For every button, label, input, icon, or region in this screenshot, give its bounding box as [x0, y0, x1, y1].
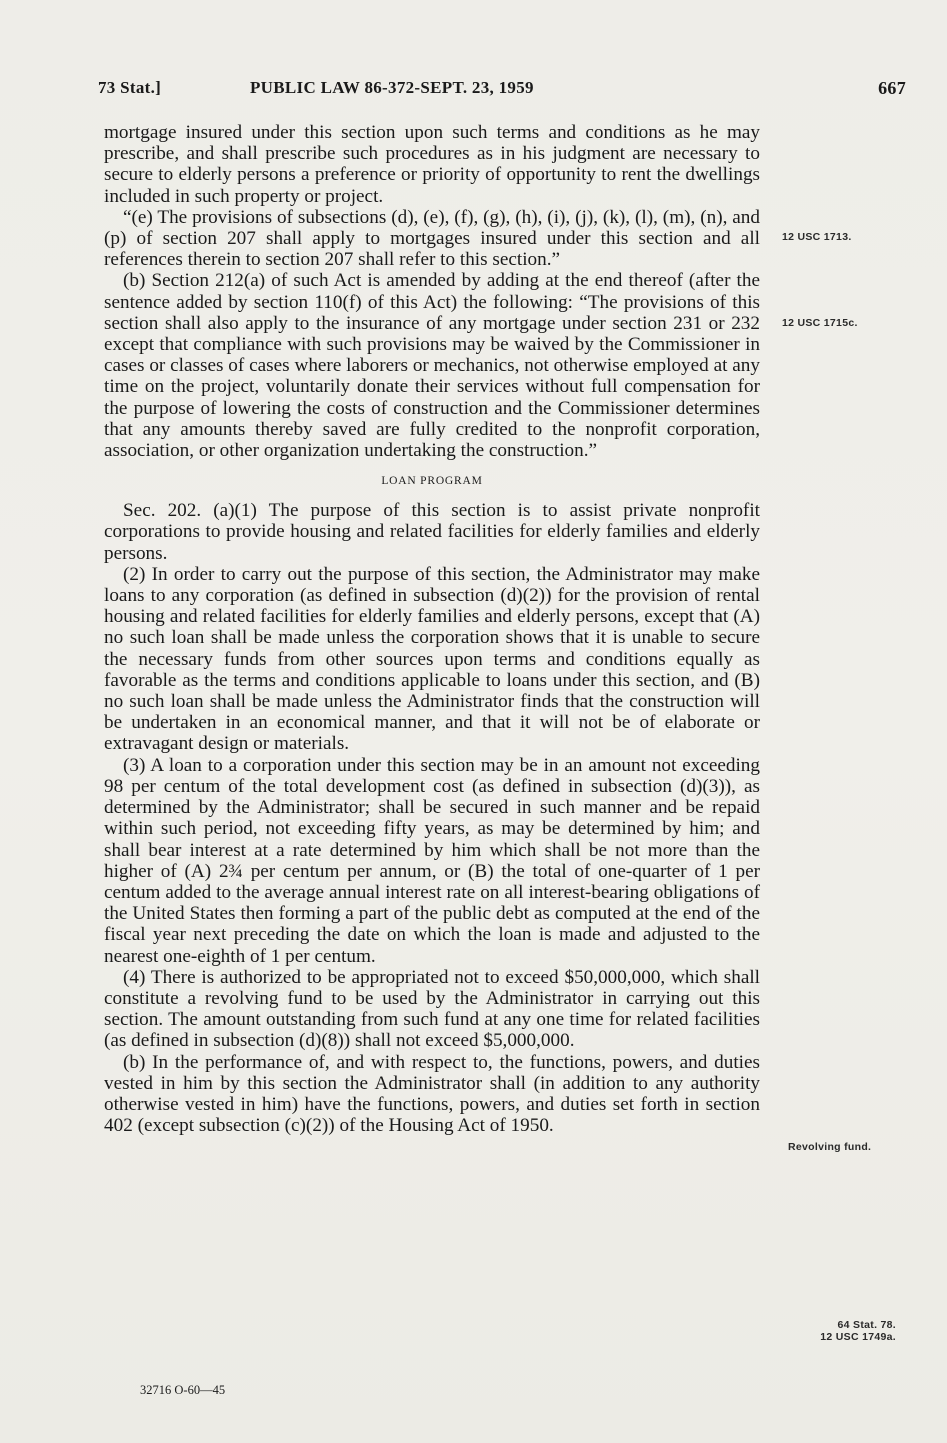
margin-note-stat-line: 64 Stat. 78. — [837, 1319, 896, 1331]
body-text — [104, 122, 760, 1136]
paragraph-a3: (3) A loan to a corporation under this section may be in an amount not exceeding 98 per centum of the total development cost (as defined in subsection (d)(3)), as determined by the Administrator; shall be secured in such manner and be repaid within such period, not exceeding fifty years, as may be determined by him; and shall bear interest at a rate determined by him which shall be not more than the higher of (A) 2¾ per centum per annum, or (B) the total of one-quarter of 1 per centum added to the average annual interest rate on all interest-bearing obligations of the United States then forming a part of the public debt as computed at the end of the fiscal year next preceding the date on which the loan is made and adjusted to the nearest one-eighth of 1 per centum. — [104, 754, 760, 967]
paragraph-sec-202-a1: Sec. 202. (a)(1) The purpose of this section is to assist private nonprofit corporations to provide housing and related facilities for elderly families and elderly persons. — [104, 500, 760, 564]
page-number: 667 — [878, 78, 906, 98]
paragraph-b: (b) In the performance of, and with respect to, the functions, powers, and duties vested in him by this section the Administrator shall (in addition to any authority otherwise vested in him) have the functions, powers, and duties set forth in section 402 (except subsection (c)(2)) of the Housing Act of 1950. — [104, 1051, 760, 1137]
paragraph-a4: (4) There is authorized to be appropriated not to exceed $50,000,000, which shall constitute a revolving fund to be used by the Administrator in carrying out this section. The amount outstanding from such fund at any one time for related facilities (as defined in subsection (d)(8)) shall not exceed $5,000,000. — [104, 966, 760, 1052]
paragraph-a2: (2) In order to carry out the purpose of this section, the Administrator may make loans to any corporation (as defined in subsection (d)(2)) for the provision of rental housing and related facilities for elderly families and elderly persons, except that (A) no such loan shall be made unless the corporation shows that it is unable to secure the necessary funds from other sources upon terms and conditions equally as favorable as the terms and conditions applicable to loans under this section, and (B) no such loan shall be made unless the Administrator finds that the construction will be undertaken in an economical manner, and that it will not be of elaborate or extravagant design or materials. — [104, 563, 760, 755]
margin-note-usc-line: 12 USC 1749a. — [820, 1331, 896, 1343]
margin-note-usc-1713: 12 USC 1713. — [782, 231, 852, 243]
margin-note-revolving-fund: Revolving fund. — [788, 1141, 872, 1153]
header-title: PUBLIC LAW 86-372-SEPT. 23, 1959 — [250, 78, 534, 97]
page-header — [98, 78, 906, 102]
header-volume: 73 Stat.] — [98, 78, 162, 97]
margin-note-usc-1715c: 12 USC 1715c. — [782, 317, 858, 329]
paragraph-section-212: (b) Section 212(a) of such Act is amended by adding at the end thereof (after the sentence added by section 110(f) of this Act) the following: “The provisions of this section shall also apply to the insurance of any mortgage under section 231 or 232 except that compliance with such provisions may be waived by the Commissioner in cases or classes of cases where laborers or mechanics, not otherwise employed at any time on the project, voluntarily donate their services without full compensation for the purpose of lowering the costs of construction and the Commissioner determines that any amounts thereby saved are fully credited to the nonprofit corporation, association, or other organization undertaking the construction.” — [104, 270, 760, 462]
margin-note-64-stat — [786, 1319, 896, 1343]
footer-print-code: 32716 O-60—45 — [140, 1383, 226, 1397]
section-heading: LOAN PROGRAM — [381, 475, 483, 488]
paragraph-continuation: mortgage insured under this section upon such terms and conditions as he may prescribe, and shall prescribe such procedures as in his judgment are necessary to secure to elderly persons a preference or priority of opportunity to rent the dwellings included in such property or project. — [104, 122, 760, 207]
paragraph-subsection-e: “(e) The provisions of subsections (d), (e), (f), (g), (h), (i), (j), (k), (l), (m), (n), and (p) of section 207 shall apply to mortgages insured under this section and all references therein to section 207 shall refer to this section.” — [104, 206, 760, 271]
